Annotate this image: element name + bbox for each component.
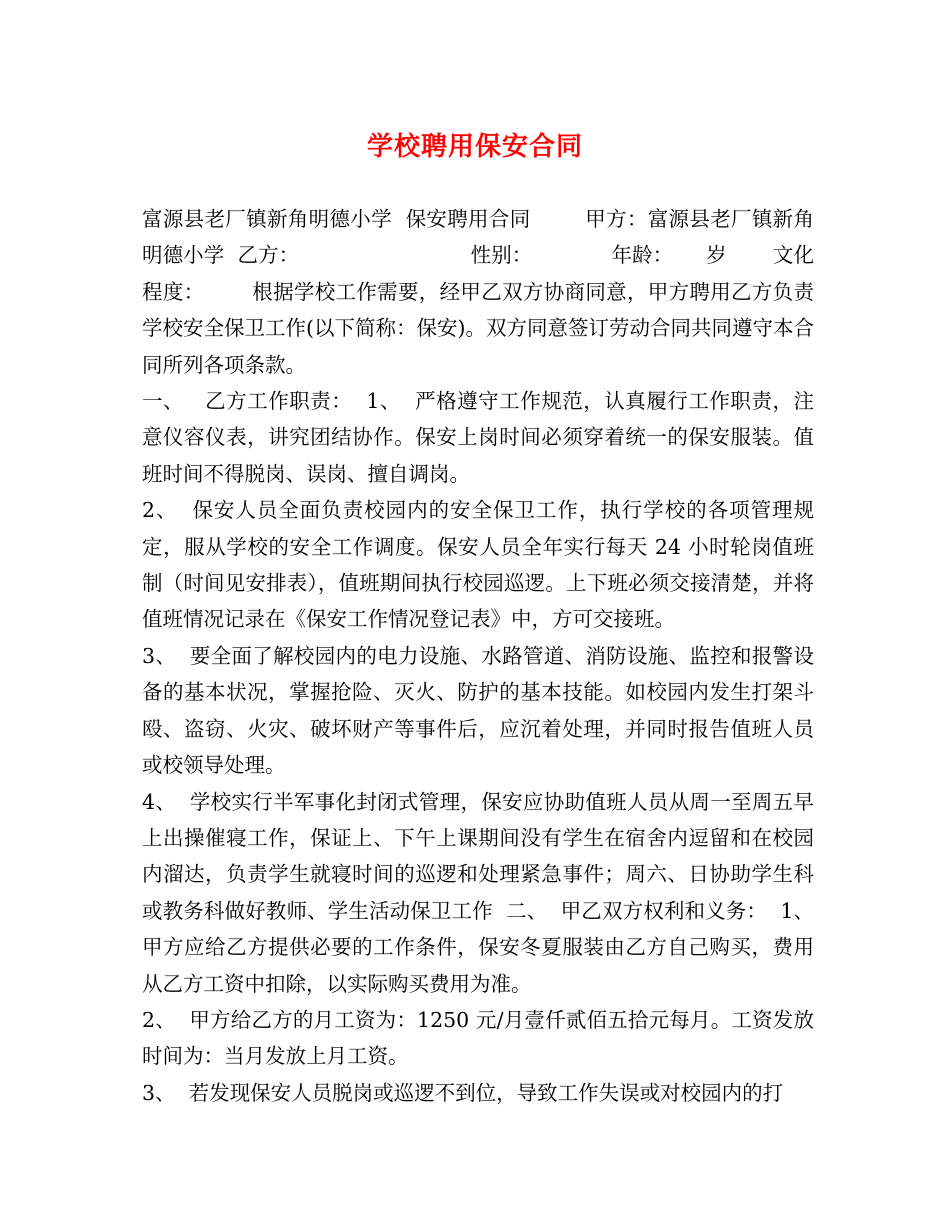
paragraph-rights-2: 2、 甲方给乙方的月工资为：1250 元/月壹仟贰佰五拾元每月。工资发放时间为：当月发放上月工资。 [142, 1007, 814, 1069]
paragraph-duty-2: 2、 保安人员全面负责校园内的安全保卫工作，执行学校的各项管理规定，服从学校的安全工作调度。保安人员全年实行每天 24 小时轮岗值班制（时间见安排表），值班期间执行校园巡逻。上下班必须交接清楚，并将值班情况记录在《保安工作情况登记表》中，方可交接班。 [142, 498, 814, 632]
paragraph-duty-1: 一、 乙方工作职责： 1、 严格遵守工作规范，认真履行工作职责，注意仪容仪表，讲究团结协作。保安上岗时间必须穿着统一的保安服装。值班时间不得脱岗、误岗、擅自调岗。 [142, 389, 814, 486]
paragraph-duty-4-and-rights-1: 4、 学校实行半军事化封闭式管理，保安应协助值班人员从周一至周五早上出操催寝工作，保证上、下午上课期间没有学生在宿舍内逗留和在校园内溜达，负责学生就寝时间的巡逻和处理紧急事件；周六、日协助学生科或教务科做好教师、学生活动保卫工作 二、 甲乙双方权利和义务： 1、 甲方应给乙方提供必要的工作条件，保安冬夏服装由乙方自己购买，费用从乙方工资中扣除，以实际购买费用为准。 [142, 789, 828, 996]
paragraph-intro: 富源县老厂镇新角明德小学 保安聘用合同 甲方：富源县老厂镇新角明德小学 乙方： 性别： 年龄： 岁 文化程度： 根据学校工作需要，经甲乙双方协商同意，甲方聘用乙方负责学校安全保卫工作(以下简称：保安)。双方同意签订劳动合同共同遵守本合同所列各项条款。 [142, 207, 814, 377]
document-body [142, 201, 828, 1111]
paragraph-duty-3: 3、 要全面了解校园内的电力设施、水路管道、消防设施、监控和报警设备的基本状况，掌握抢险、灭火、防护的基本技能。如校园内发生打架斗殴、盗窃、火灾、破坏财产等事件后，应沉着处理，并同时报告值班人员或校领导处理。 [142, 643, 814, 778]
document-title: 学校聘用保安合同 [366, 132, 583, 162]
paragraph-rights-3: 3、 若发现保安人员脱岗或巡逻不到位，导致工作失误或对校园内的打 [142, 1080, 784, 1105]
